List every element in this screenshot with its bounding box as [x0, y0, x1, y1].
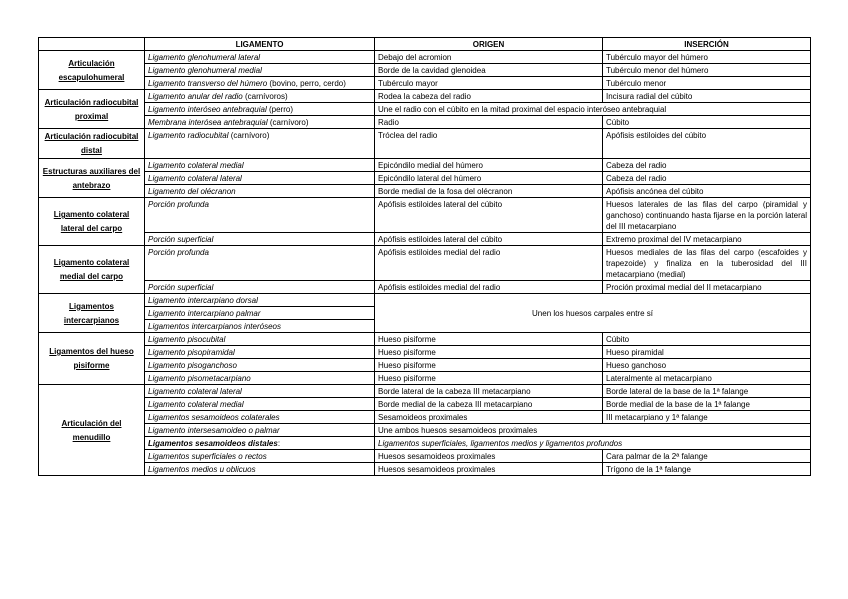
ligament-table: [38, 37, 811, 476]
table-row: [39, 346, 811, 359]
ligament-name: Ligamentos sesamoideos distales: [148, 439, 278, 448]
ligament-cell: Porción profunda: [145, 246, 375, 281]
ligament-name: Ligamento interóseo antebraquial: [148, 105, 267, 114]
insertion-cell: Proción proximal medial del II metacarpiano: [603, 281, 811, 294]
ligament-name: Ligamento radiocubital: [148, 131, 229, 140]
origin-cell: Radio: [375, 116, 603, 129]
origin-cell: Apófisis estiloides lateral del cúbito: [375, 233, 603, 246]
ligament-cell: Ligamento intersesamoideo o palmar: [145, 424, 375, 437]
table-row: [39, 103, 811, 116]
ligament-cell: Ligamento intercarpiano dorsal: [145, 294, 375, 307]
ligament-cell: Porción profunda: [145, 198, 375, 233]
group-intercarpianos: Ligamentos intercarpianos: [39, 294, 145, 333]
ligament-cell: Ligamento glenohumeral lateral: [145, 51, 375, 64]
insertion-cell: Apófisis estiloides del cúbito: [603, 129, 811, 159]
insertion-cell: Apófisis ancónea del cúbito: [603, 185, 811, 198]
table-row: [39, 333, 811, 346]
origin-cell: Apófisis estiloides medial del radio: [375, 281, 603, 294]
insertion-cell: Cara palmar de la 2ª falange: [603, 450, 811, 463]
ligament-name: Membrana interósea antebraquial: [148, 118, 268, 127]
table-row: [39, 398, 811, 411]
origin-cell: Epicóndilo medial del húmero: [375, 159, 603, 172]
ligament-note: (carnívoro): [228, 131, 270, 140]
table-row: [39, 129, 811, 159]
insertion-cell: Cabeza del radio: [603, 172, 811, 185]
ligament-cell: Ligamento pisopiramidal: [145, 346, 375, 359]
origin-cell: Borde lateral de la cabeza III metacarpiano: [375, 385, 603, 398]
origin-cell: Borde medial de la cabeza III metacarpiano: [375, 398, 603, 411]
origin-cell: Hueso pisiforme: [375, 372, 603, 385]
insertion-cell: Cúbito: [603, 116, 811, 129]
origin-cell: Hueso pisiforme: [375, 346, 603, 359]
table-row: [39, 450, 811, 463]
insertion-cell: Incisura radial del cúbito: [603, 90, 811, 103]
ligament-cell: Ligamento colateral medial: [145, 159, 375, 172]
origin-insertion-cell: Ligamentos superficiales, ligamentos medios y ligamentos profundos: [375, 437, 811, 450]
insertion-cell: Huesos mediales de las filas del carpo (escafoides y trapezoide) y finaliza en la tuberosidad del III metacarpiano (medial): [603, 246, 811, 281]
table-row: [39, 77, 811, 90]
origin-cell: Rodea la cabeza del radio: [375, 90, 603, 103]
origin-cell: Huesos sesamoideos proximales: [375, 463, 603, 476]
origin-cell: Borde de la cavidad glenoidea: [375, 64, 603, 77]
table-row: [39, 116, 811, 129]
table-row: [39, 51, 811, 64]
group-radiocubital-proximal: Articulación radiocubital proximal: [39, 90, 145, 129]
ligament-cell: Ligamento del olécranon: [145, 185, 375, 198]
ligament-cell: Ligamento colateral lateral: [145, 172, 375, 185]
ligament-cell: [145, 116, 375, 129]
table-row: [39, 359, 811, 372]
ligament-cell: Ligamentos sesamoideos colaterales: [145, 411, 375, 424]
origin-insertion-cell: Une ambos huesos sesamoideos proximales: [375, 424, 811, 437]
group-menudillo: Articulación del menudillo: [39, 385, 145, 476]
ligament-cell: [145, 437, 375, 450]
origin-insertion-cell: Unen los huesos carpales entre sí: [375, 294, 811, 333]
ligament-cell: Ligamentos medios u oblicuos: [145, 463, 375, 476]
origin-insertion-cell: Une el radio con el cúbito en la mitad proximal del espacio interóseo antebraquial: [375, 103, 811, 116]
group-colateral-medial-carpo: Ligamento colateral medial del carpo: [39, 246, 145, 294]
origin-cell: Debajo del acromion: [375, 51, 603, 64]
ligament-cell: [145, 129, 375, 159]
ligament-cell: Porción superficial: [145, 233, 375, 246]
ligament-name: Ligamento transverso del húmero: [148, 79, 268, 88]
header-row: [39, 38, 811, 51]
header-origen: ORIGEN: [375, 38, 603, 51]
ligament-cell: Ligamento pisoganchoso: [145, 359, 375, 372]
ligament-cell: [145, 77, 375, 90]
ligament-note: (carnívoro): [267, 118, 309, 127]
ligament-cell: Ligamento pisometacarpiano: [145, 372, 375, 385]
ligament-note: (perro): [266, 105, 293, 114]
group-estructuras-antebrazo: Estructuras auxiliares del antebrazo: [39, 159, 145, 198]
insertion-cell: Borde lateral de la base de la 1ª falange: [603, 385, 811, 398]
table-row: [39, 463, 811, 476]
origin-cell: Tubérculo mayor: [375, 77, 603, 90]
table-row: [39, 385, 811, 398]
group-hueso-pisiforme: Ligamentos del hueso pisiforme: [39, 333, 145, 385]
table-row: [39, 411, 811, 424]
origin-cell: Hueso pisiforme: [375, 333, 603, 346]
header-ligamento: LIGAMENTO: [145, 38, 375, 51]
insertion-cell: Cúbito: [603, 333, 811, 346]
table-row: [39, 246, 811, 281]
ligament-cell: Ligamento intercarpiano palmar: [145, 307, 375, 320]
table-row: [39, 294, 811, 307]
table-row: [39, 281, 811, 294]
ligament-cell: [145, 90, 375, 103]
insertion-cell: Tubérculo menor del húmero: [603, 64, 811, 77]
table-row: [39, 198, 811, 233]
origin-cell: Huesos sesamoideos proximales: [375, 450, 603, 463]
ligament-cell: Ligamento pisocubital: [145, 333, 375, 346]
insertion-cell: Borde medial de la base de la 1ª falange: [603, 398, 811, 411]
insertion-cell: Cabeza del radio: [603, 159, 811, 172]
table-row: [39, 437, 811, 450]
group-escapulohumeral: Articulación escapulohumeral: [39, 51, 145, 90]
group-colateral-lateral-carpo: Ligamento colateral lateral del carpo: [39, 198, 145, 246]
table-row: [39, 233, 811, 246]
ligament-cell: Ligamentos intercarpianos interóseos: [145, 320, 375, 333]
origin-cell: Epicóndilo lateral del húmero: [375, 172, 603, 185]
table-row: [39, 372, 811, 385]
ligament-cell: Ligamento colateral medial: [145, 398, 375, 411]
insertion-cell: Trígono de la 1ª falange: [603, 463, 811, 476]
ligament-cell: Ligamento glenohumeral medial: [145, 64, 375, 77]
group-radiocubital-distal: Articulación radiocubital distal: [39, 129, 145, 159]
table-row: [39, 424, 811, 437]
ligament-cell: Ligamento colateral lateral: [145, 385, 375, 398]
insertion-cell: Hueso ganchoso: [603, 359, 811, 372]
origin-cell: Hueso pisiforme: [375, 359, 603, 372]
header-insercion: INSERCIÓN: [603, 38, 811, 51]
ligament-note: :: [277, 439, 281, 448]
insertion-cell: Extremo proximal del IV metacarpiano: [603, 233, 811, 246]
header-empty: [39, 38, 145, 51]
origin-cell: Apófisis estiloides medial del radio: [375, 246, 603, 281]
table-row: [39, 159, 811, 172]
insertion-cell: Huesos laterales de las filas del carpo (piramidal y ganchoso) continuando hasta fijarse en la porción lateral del III metacarpiano: [603, 198, 811, 233]
insertion-cell: III metacarpiano y 1ª falange: [603, 411, 811, 424]
ligament-note: (bovino, perro, cerdo): [267, 79, 346, 88]
table-row: [39, 90, 811, 103]
insertion-cell: Tubérculo menor: [603, 77, 811, 90]
ligament-cell: Porción superficial: [145, 281, 375, 294]
origin-cell: Sesamoideos proximales: [375, 411, 603, 424]
origin-cell: Apófisis estiloides lateral del cúbito: [375, 198, 603, 233]
insertion-cell: Lateralmente al metacarpiano: [603, 372, 811, 385]
origin-cell: Tróclea del radio: [375, 129, 603, 159]
ligament-cell: [145, 103, 375, 116]
table-row: [39, 172, 811, 185]
table-row: [39, 185, 811, 198]
insertion-cell: Hueso piramidal: [603, 346, 811, 359]
ligament-cell: Ligamentos superficiales o rectos: [145, 450, 375, 463]
origin-cell: Borde medial de la fosa del olécranon: [375, 185, 603, 198]
ligament-note: (carnívoros): [242, 92, 288, 101]
table-row: [39, 64, 811, 77]
ligament-name: Ligamento anular del radio: [148, 92, 243, 101]
insertion-cell: Tubérculo mayor del húmero: [603, 51, 811, 64]
